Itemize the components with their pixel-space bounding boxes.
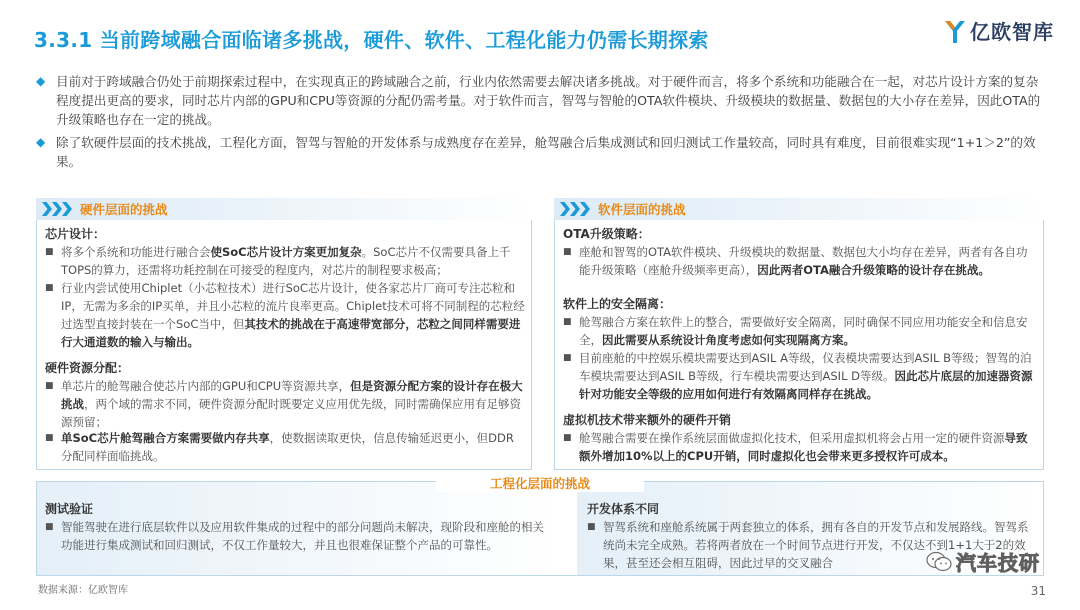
intro-bullet: ◆ 目前对于跨域融合仍处于前期探索过程中，在实现真正的跨域融合之前，行业内依然需要去解决诸多挑战。对于硬件而言，将多个系统和功能融合在一起，对芯片设计方案的复杂程度提出更高的要求，同时芯片内部的GPU和CPU等资源的分配仍需考量。对于软件而言，智驾与智舱的OTA软件模块、升级模块的数据量、数据包的大小存在差异，因此OTA的升级策略也存在一定的挑战。 — [36, 74, 1041, 127]
hardware-panel — [36, 198, 532, 470]
security-item: ■ 目前座舱的中控娱乐模块需要达到ASIL A等级，仪表模块需要达到ASIL B等级；智驾的泊车模块需要达到ASIL B等级，行车模块需要达到ASIL D等级。因此芯片底层的加速器资源针对功能安全等级的应用如何进行有效隔离同样存在挑战。 — [563, 351, 1033, 401]
panel-header — [36, 198, 532, 220]
square-bullet-icon: ■ — [45, 381, 54, 391]
resource-item: ■ 单芯片的舱驾融合使芯片内部的GPU和CPU等资源共享，但是资源分配方案的设计存在极大挑战，两个域的需求不同，硬件资源分配时既要定义应用优先级，同时需确保应用有足够资源预留； — [45, 379, 523, 429]
diamond-icon: ◆ — [36, 74, 46, 88]
ota-strategy-title: OTA升级策略： — [563, 227, 650, 241]
security-item: ■ 舱驾融合方案在软件上的整合，需要做好安全隔离，同时确保不同应用功能安全和信息安全，因此需要从系统设计角度考虑如何实现隔离方案。 — [563, 315, 1028, 347]
engineering-panel — [36, 481, 1044, 576]
square-bullet-icon: ■ — [45, 283, 54, 293]
dev-system-title: 开发体系不同 — [587, 502, 660, 516]
page-title: 3.3.1 当前跨域融合面临诸多挑战，硬件、软件、工程化能力仍需长期探索 — [34, 28, 709, 52]
dev-system-item: ■ 智驾系统和座舱系统属于两套独立的体系，拥有各自的开发节点和发展路线。智驾系统尚未完全成熟。若将两者放在一个时间节点进行开发，不仅达不到1+1大于2的效果，甚至还会相互阻碍，因此过早的交叉融合 — [587, 520, 1029, 570]
testing-section — [37, 482, 557, 575]
chip-item: ■ 行业内尝试使用Chiplet（小芯粒技术）进行SoC芯片设计，使各家芯片厂商可专注芯粒和IP，无需为多余的IP买单，并且小芯粒的流片良率更高。Chiplet技术可将不同制程的芯粒经过选型直接封装在一个SoC当中，但其技术的挑战在于高速带宽部分，芯粒之间同样需要进行大通道数的输入与输出。 — [45, 281, 525, 349]
vm-item: ■ 舱驾融合需要在操作系统层面做虚拟化技术，但采用虚拟机将会占用一定的硬件资源导致额外增加10%以上的CPU开销，同时虚拟化也会带来更多授权许可成本。 — [563, 431, 1028, 463]
square-bullet-icon: ■ — [563, 433, 572, 443]
software-label: 软件层面的挑战 — [598, 202, 686, 217]
square-bullet-icon: ■ — [45, 433, 54, 443]
square-bullet-icon: ■ — [563, 353, 572, 363]
square-bullet-icon: ■ — [587, 522, 596, 532]
square-bullet-icon: ■ — [45, 247, 54, 257]
watermark-text: 汽车技研 — [956, 551, 1040, 575]
chip-design-title: 芯片设计： — [45, 227, 106, 241]
ota-item: ■ 座舱和智驾的OTA软件模块、升级模块的数据量、数据包大小均存在差异，两者有各自功能升级策略（座舱升级频率更高），因此两者OTA融合升级策略的设计存在挑战。 — [563, 245, 1028, 277]
brand-logo — [943, 16, 1054, 45]
panel-header — [554, 198, 1044, 220]
chip-item: ■ 将多个系统和功能进行融合会使SoC芯片设计方案更加复杂。SoC芯片不仅需要具备上千TOPS的算力，还需将功耗控制在可接受的程度内，对芯片的制程要求极高； — [45, 245, 511, 277]
page-number: 31 — [1030, 584, 1046, 598]
intro-bullets — [36, 72, 1046, 175]
testing-item: ■ 智能驾驶在进行底层软件以及应用软件集成的过程中的部分问题尚未解决，现阶段和座舱的相关功能进行集成测试和回归测试，不仅工作量较大，并且也很难保证整个产品的可靠性。 — [45, 520, 544, 552]
diamond-icon: ◆ — [36, 135, 46, 149]
logo-name: 亿欧智库 — [970, 20, 1054, 44]
chevron-arrows-icon — [560, 198, 592, 220]
square-bullet-icon: ■ — [563, 247, 572, 257]
hardware-resource-title: 硬件资源分配： — [45, 361, 130, 375]
intro-bullet: ◆ 除了软硬件层面的技术挑战，工程化方面，智驾与智舱的开发体系与成熟度存在差异，舱驾融合后集成测试和回归测试工作量较高，同时具有难度，目前很难实现“1+1＞2”的效果。 — [36, 135, 1036, 169]
software-panel — [554, 198, 1044, 470]
watermark — [926, 547, 1040, 576]
square-bullet-icon: ■ — [563, 317, 572, 327]
wechat-icon — [926, 551, 952, 573]
testing-title: 测试验证 — [45, 502, 94, 516]
resource-item: ■ 单SoC芯片舱驾融合方案需要做内存共享，使数据读取更快，信息传输延迟更小，但DDR分配同样面临挑战。 — [45, 431, 514, 463]
virtual-machine-title: 虚拟机技术带来额外的硬件开销 — [563, 413, 732, 427]
square-bullet-icon: ■ — [45, 522, 54, 532]
security-isolation-title: 软件上的安全隔离： — [563, 297, 672, 311]
logo-icon — [943, 17, 967, 45]
chevron-arrows-icon — [42, 198, 74, 220]
data-source: 数据来源：亿欧智库 — [38, 585, 128, 596]
engineering-label: 工程化层面的挑战 — [436, 474, 644, 492]
hardware-label: 硬件层面的挑战 — [80, 202, 168, 217]
